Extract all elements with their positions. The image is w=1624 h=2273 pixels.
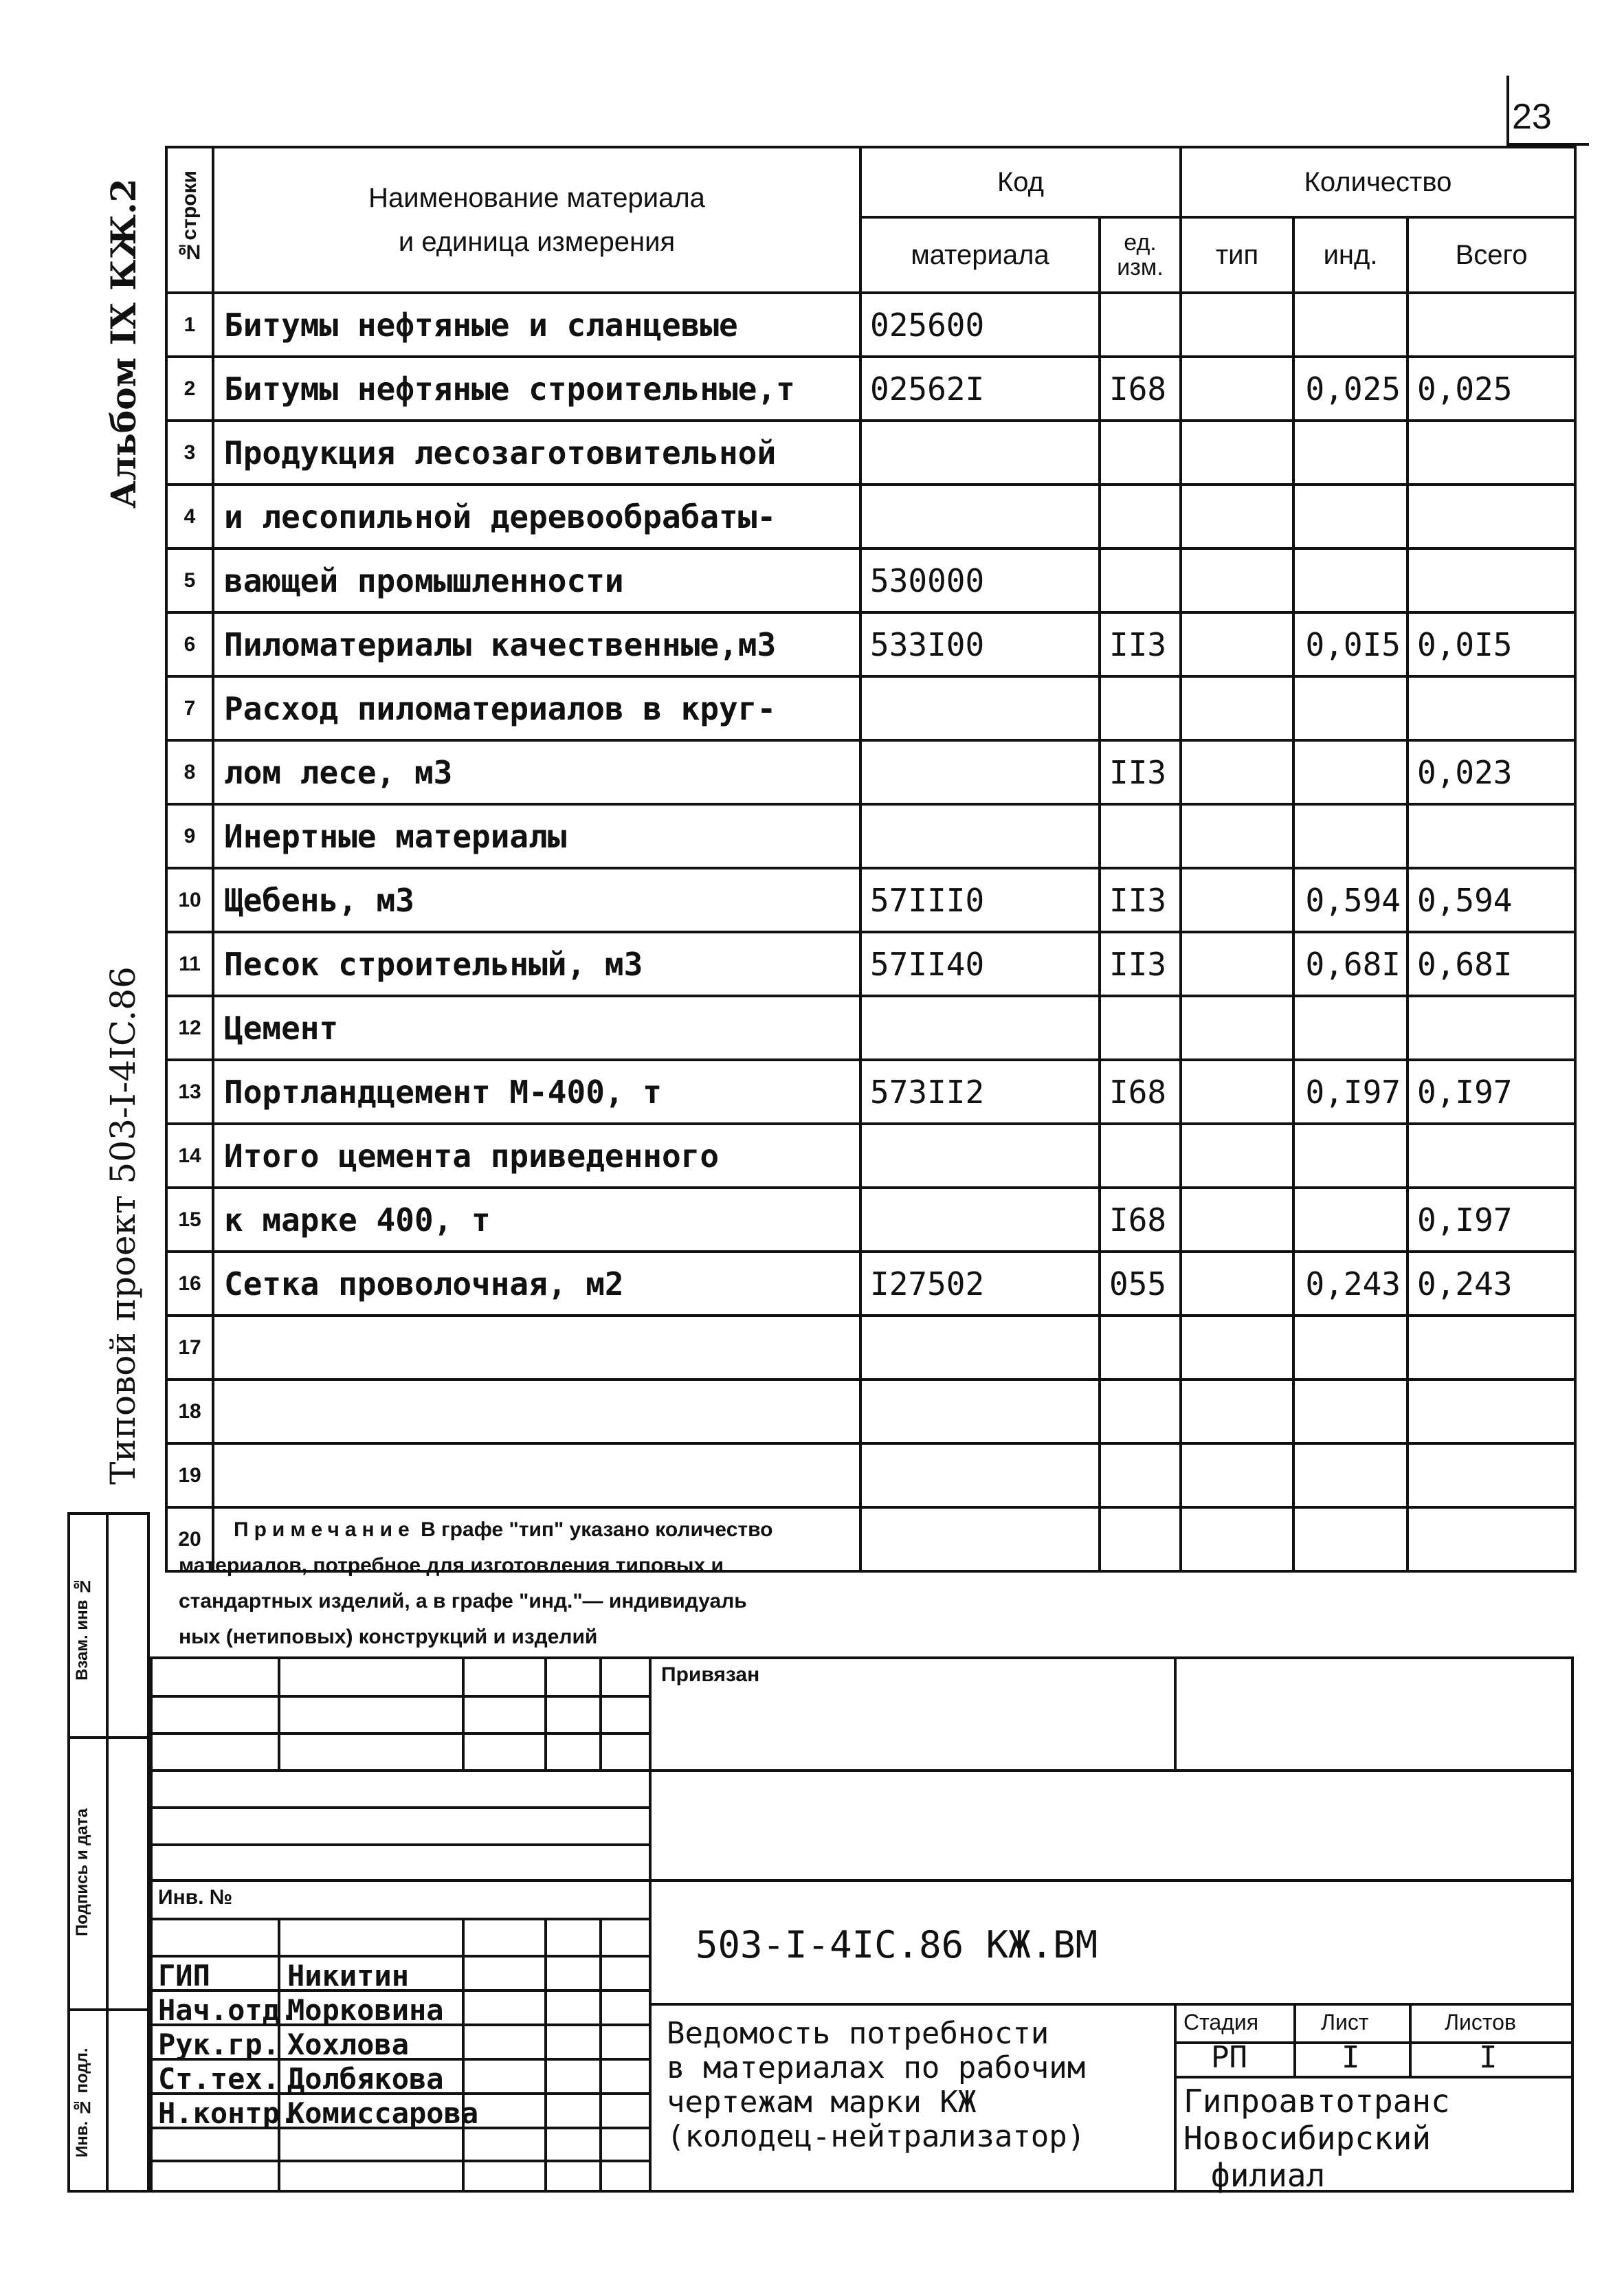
qty-ind bbox=[1293, 1507, 1408, 1571]
row-number: 9 bbox=[166, 804, 213, 868]
row-number: 20 bbox=[166, 1507, 213, 1571]
qty-type bbox=[1181, 740, 1293, 804]
unit-code: 055 bbox=[1100, 1252, 1181, 1316]
unit-code bbox=[1100, 485, 1181, 548]
material-name: вающей промышленности bbox=[213, 548, 860, 612]
table-row bbox=[166, 1188, 1575, 1252]
qty-total: 0,025 bbox=[1408, 357, 1575, 421]
signer-name: Никитин bbox=[287, 1959, 410, 1993]
material-code bbox=[860, 1316, 1100, 1379]
material-name: и лесопильной деревообрабаты- bbox=[213, 485, 860, 548]
header-code: Код bbox=[860, 147, 1181, 217]
material-code: 02562I bbox=[860, 357, 1100, 421]
qty-total: 0,243 bbox=[1408, 1252, 1575, 1316]
header-code-unit: ед. изм. bbox=[1100, 217, 1181, 293]
row-number: 2 bbox=[166, 357, 213, 421]
qty-ind: 0,0I5 bbox=[1293, 612, 1408, 676]
unit-code: II3 bbox=[1100, 932, 1181, 996]
table-row bbox=[166, 421, 1575, 485]
material-name: Инертные материалы bbox=[213, 804, 860, 868]
material-name bbox=[213, 1316, 860, 1379]
material-code bbox=[860, 996, 1100, 1060]
qty-total bbox=[1408, 421, 1575, 485]
qty-ind bbox=[1293, 485, 1408, 548]
material-name: Сетка проволочная, м2 bbox=[213, 1252, 860, 1316]
row-number: 7 bbox=[166, 676, 213, 740]
row-number: 1 bbox=[166, 293, 213, 357]
row-number: 5 bbox=[166, 548, 213, 612]
unit-code bbox=[1100, 1443, 1181, 1507]
header-material-name: Наименование материала и единица измерения bbox=[213, 147, 860, 293]
row-number: 12 bbox=[166, 996, 213, 1060]
project-label: Типовой проект 503-I-4IC.86 bbox=[103, 966, 143, 1485]
qty-type bbox=[1181, 1443, 1293, 1507]
header-qty-type: тип bbox=[1181, 217, 1293, 293]
table-row bbox=[166, 676, 1575, 740]
qty-type bbox=[1181, 1060, 1293, 1124]
qty-total bbox=[1408, 1124, 1575, 1188]
qty-type bbox=[1181, 1252, 1293, 1316]
note-line-3: стандартных изделий, а в графе "инд."— индивидуаль bbox=[179, 1590, 747, 1612]
row-number: 10 bbox=[166, 868, 213, 932]
qty-total bbox=[1408, 485, 1575, 548]
qty-type bbox=[1181, 421, 1293, 485]
row-number: 13 bbox=[166, 1060, 213, 1124]
material-name: Цемент bbox=[213, 996, 860, 1060]
header-qty-total: Всего bbox=[1408, 217, 1575, 293]
header-code-material: материала bbox=[860, 217, 1100, 293]
page-number: 23 bbox=[1512, 97, 1552, 137]
sheet-label: Лист bbox=[1321, 2010, 1369, 2034]
qty-type bbox=[1181, 932, 1293, 996]
material-code: 57III0 bbox=[860, 868, 1100, 932]
material-name bbox=[213, 1443, 860, 1507]
material-name: Расход пиломатериалов в круг- bbox=[213, 676, 860, 740]
unit-code: II3 bbox=[1100, 868, 1181, 932]
qty-total bbox=[1408, 1316, 1575, 1379]
stage-label: Стадия bbox=[1183, 2010, 1259, 2034]
qty-ind bbox=[1293, 676, 1408, 740]
qty-ind: 0,025 bbox=[1293, 357, 1408, 421]
inv-no-label: Инв. № bbox=[158, 1886, 233, 1909]
material-name: Продукция лесозаготовительной bbox=[213, 421, 860, 485]
materials-table bbox=[165, 146, 1577, 1573]
table-row bbox=[166, 293, 1575, 357]
qty-type bbox=[1181, 1188, 1293, 1252]
material-code bbox=[860, 676, 1100, 740]
material-name: Портландцемент М-400, т bbox=[213, 1060, 860, 1124]
qty-ind bbox=[1293, 804, 1408, 868]
qty-type bbox=[1181, 485, 1293, 548]
qty-ind bbox=[1293, 1124, 1408, 1188]
material-code bbox=[860, 740, 1100, 804]
signer-name: Морковина bbox=[287, 1993, 444, 2027]
material-code: I27502 bbox=[860, 1252, 1100, 1316]
sheet-value: I bbox=[1342, 2040, 1360, 2075]
qty-total bbox=[1408, 548, 1575, 612]
row-number: 14 bbox=[166, 1124, 213, 1188]
note-line-1: В графе "тип" указано количество bbox=[421, 1518, 773, 1541]
qty-ind bbox=[1293, 421, 1408, 485]
qty-type bbox=[1181, 357, 1293, 421]
header-qty-ind: инд. bbox=[1293, 217, 1408, 293]
signer-role: Н.контр. bbox=[158, 2096, 298, 2130]
table-row bbox=[166, 1252, 1575, 1316]
privyazan-label: Привязан bbox=[661, 1663, 760, 1686]
unit-code bbox=[1100, 804, 1181, 868]
material-code bbox=[860, 485, 1100, 548]
header-row-number: №строки bbox=[166, 147, 213, 293]
organization: Гипроавтотранс Новосибирский филиал bbox=[1183, 2083, 1450, 2194]
material-name: Песок строительный, м3 bbox=[213, 932, 860, 996]
signer-name: Хохлова bbox=[287, 2028, 410, 2061]
material-code bbox=[860, 804, 1100, 868]
material-code bbox=[860, 421, 1100, 485]
material-code bbox=[860, 1379, 1100, 1443]
row-number: 8 bbox=[166, 740, 213, 804]
signer-role: Нач.отд. bbox=[158, 1993, 298, 2027]
material-name: Пиломатериалы качественные,м3 bbox=[213, 612, 860, 676]
material-code: 530000 bbox=[860, 548, 1100, 612]
qty-ind bbox=[1293, 293, 1408, 357]
table-row bbox=[166, 612, 1575, 676]
left-stamp-column bbox=[67, 1512, 150, 2193]
sheets-label: Листов bbox=[1445, 2010, 1516, 2034]
qty-ind: 0,243 bbox=[1293, 1252, 1408, 1316]
qty-ind bbox=[1293, 548, 1408, 612]
table-row bbox=[166, 932, 1575, 996]
qty-type bbox=[1181, 996, 1293, 1060]
qty-ind bbox=[1293, 740, 1408, 804]
unit-code bbox=[1100, 676, 1181, 740]
table-row bbox=[166, 1443, 1575, 1507]
row-number: 6 bbox=[166, 612, 213, 676]
row-number: 11 bbox=[166, 932, 213, 996]
material-name: лом лесе, м3 bbox=[213, 740, 860, 804]
qty-type bbox=[1181, 612, 1293, 676]
stamp-vzam-label: Взам. инв № bbox=[73, 1576, 91, 1681]
note bbox=[179, 1512, 969, 1655]
material-code: 573II2 bbox=[860, 1060, 1100, 1124]
signer-name: Комиссарова bbox=[287, 2096, 479, 2130]
qty-type bbox=[1181, 1124, 1293, 1188]
qty-total: 0,0I5 bbox=[1408, 612, 1575, 676]
material-name: Итого цемента приведенного bbox=[213, 1124, 860, 1188]
sheets-value: I bbox=[1479, 2040, 1498, 2075]
row-number: 4 bbox=[166, 485, 213, 548]
material-code: 533I00 bbox=[860, 612, 1100, 676]
table-row bbox=[166, 548, 1575, 612]
stage-value: РП bbox=[1211, 2040, 1247, 2075]
table-row bbox=[166, 740, 1575, 804]
qty-total: 0,I97 bbox=[1408, 1188, 1575, 1252]
qty-total: 0,594 bbox=[1408, 868, 1575, 932]
note-title: Примечание bbox=[234, 1518, 415, 1541]
table-row bbox=[166, 357, 1575, 421]
material-name: Битумы нефтяные и сланцевые bbox=[213, 293, 860, 357]
material-code bbox=[860, 1124, 1100, 1188]
document-code: 503-I-4IC.86 КЖ.ВМ bbox=[696, 1923, 1098, 1966]
qty-ind bbox=[1293, 1188, 1408, 1252]
table-row bbox=[166, 996, 1575, 1060]
row-number: 17 bbox=[166, 1316, 213, 1379]
qty-total bbox=[1408, 293, 1575, 357]
qty-total: 0,023 bbox=[1408, 740, 1575, 804]
material-code: 025600 bbox=[860, 293, 1100, 357]
row-number: 15 bbox=[166, 1188, 213, 1252]
unit-code: I68 bbox=[1100, 1060, 1181, 1124]
signer-role: Рук.гр. bbox=[158, 2028, 280, 2061]
qty-type bbox=[1181, 1379, 1293, 1443]
qty-total bbox=[1408, 996, 1575, 1060]
table-row bbox=[166, 1316, 1575, 1379]
signer-role: Ст.тех. bbox=[158, 2062, 280, 2096]
material-name: к марке 400, т bbox=[213, 1188, 860, 1252]
table-row bbox=[166, 868, 1575, 932]
unit-code bbox=[1100, 1124, 1181, 1188]
qty-total bbox=[1408, 1507, 1575, 1571]
qty-ind: 0,68I bbox=[1293, 932, 1408, 996]
unit-code bbox=[1100, 996, 1181, 1060]
qty-total bbox=[1408, 676, 1575, 740]
qty-type bbox=[1181, 804, 1293, 868]
qty-total bbox=[1408, 1443, 1575, 1507]
qty-ind: 0,I97 bbox=[1293, 1060, 1408, 1124]
unit-code: I68 bbox=[1100, 1188, 1181, 1252]
unit-code bbox=[1100, 293, 1181, 357]
album-label: Альбом IX КЖ.2 bbox=[103, 178, 144, 509]
page-number-frame bbox=[1506, 76, 1509, 144]
row-number: 19 bbox=[166, 1443, 213, 1507]
unit-code: I68 bbox=[1100, 357, 1181, 421]
note-line-2: материалов, потребное для изготовления типовых и bbox=[179, 1554, 724, 1577]
row-number: 18 bbox=[166, 1379, 213, 1443]
unit-code bbox=[1100, 1316, 1181, 1379]
qty-ind bbox=[1293, 996, 1408, 1060]
unit-code bbox=[1100, 421, 1181, 485]
table-row bbox=[166, 1060, 1575, 1124]
qty-type bbox=[1181, 1507, 1293, 1571]
unit-code bbox=[1100, 1507, 1181, 1571]
unit-code bbox=[1100, 1379, 1181, 1443]
table-row bbox=[166, 1124, 1575, 1188]
material-code bbox=[860, 1443, 1100, 1507]
material-code: 57II40 bbox=[860, 932, 1100, 996]
qty-total bbox=[1408, 1379, 1575, 1443]
unit-code bbox=[1100, 548, 1181, 612]
unit-code: II3 bbox=[1100, 740, 1181, 804]
material-code bbox=[860, 1188, 1100, 1252]
stamp-inv-label: Инв. № подл. bbox=[73, 2048, 91, 2158]
signer-role: ГИП bbox=[158, 1959, 210, 1993]
material-name: Битумы нефтяные строительные,т bbox=[213, 357, 860, 421]
row-number: 16 bbox=[166, 1252, 213, 1316]
qty-type bbox=[1181, 548, 1293, 612]
qty-type bbox=[1181, 676, 1293, 740]
unit-code: II3 bbox=[1100, 612, 1181, 676]
qty-type bbox=[1181, 1316, 1293, 1379]
table-row bbox=[166, 485, 1575, 548]
table-row bbox=[166, 804, 1575, 868]
row-number: 3 bbox=[166, 421, 213, 485]
material-name bbox=[213, 1379, 860, 1443]
qty-type bbox=[1181, 868, 1293, 932]
header-quantity: Количество bbox=[1181, 147, 1575, 217]
qty-type bbox=[1181, 293, 1293, 357]
qty-total bbox=[1408, 804, 1575, 868]
qty-ind bbox=[1293, 1316, 1408, 1379]
note-line-4: ных (нетиповых) конструкций и изделий bbox=[179, 1626, 598, 1648]
qty-ind bbox=[1293, 1443, 1408, 1507]
document-description: Ведомость потребности в материалах по рабочим чертежам марки КЖ (колодец-нейтрализатор) bbox=[667, 2016, 1086, 2154]
qty-ind bbox=[1293, 1379, 1408, 1443]
qty-ind: 0,594 bbox=[1293, 868, 1408, 932]
stamp-podp-label: Подпись и дата bbox=[73, 1808, 91, 1936]
qty-total: 0,68I bbox=[1408, 932, 1575, 996]
title-block bbox=[150, 1656, 1574, 2193]
qty-total: 0,I97 bbox=[1408, 1060, 1575, 1124]
signer-name: Долбякова bbox=[287, 2062, 444, 2096]
material-name: Щебень, м3 bbox=[213, 868, 860, 932]
table-row bbox=[166, 1379, 1575, 1443]
